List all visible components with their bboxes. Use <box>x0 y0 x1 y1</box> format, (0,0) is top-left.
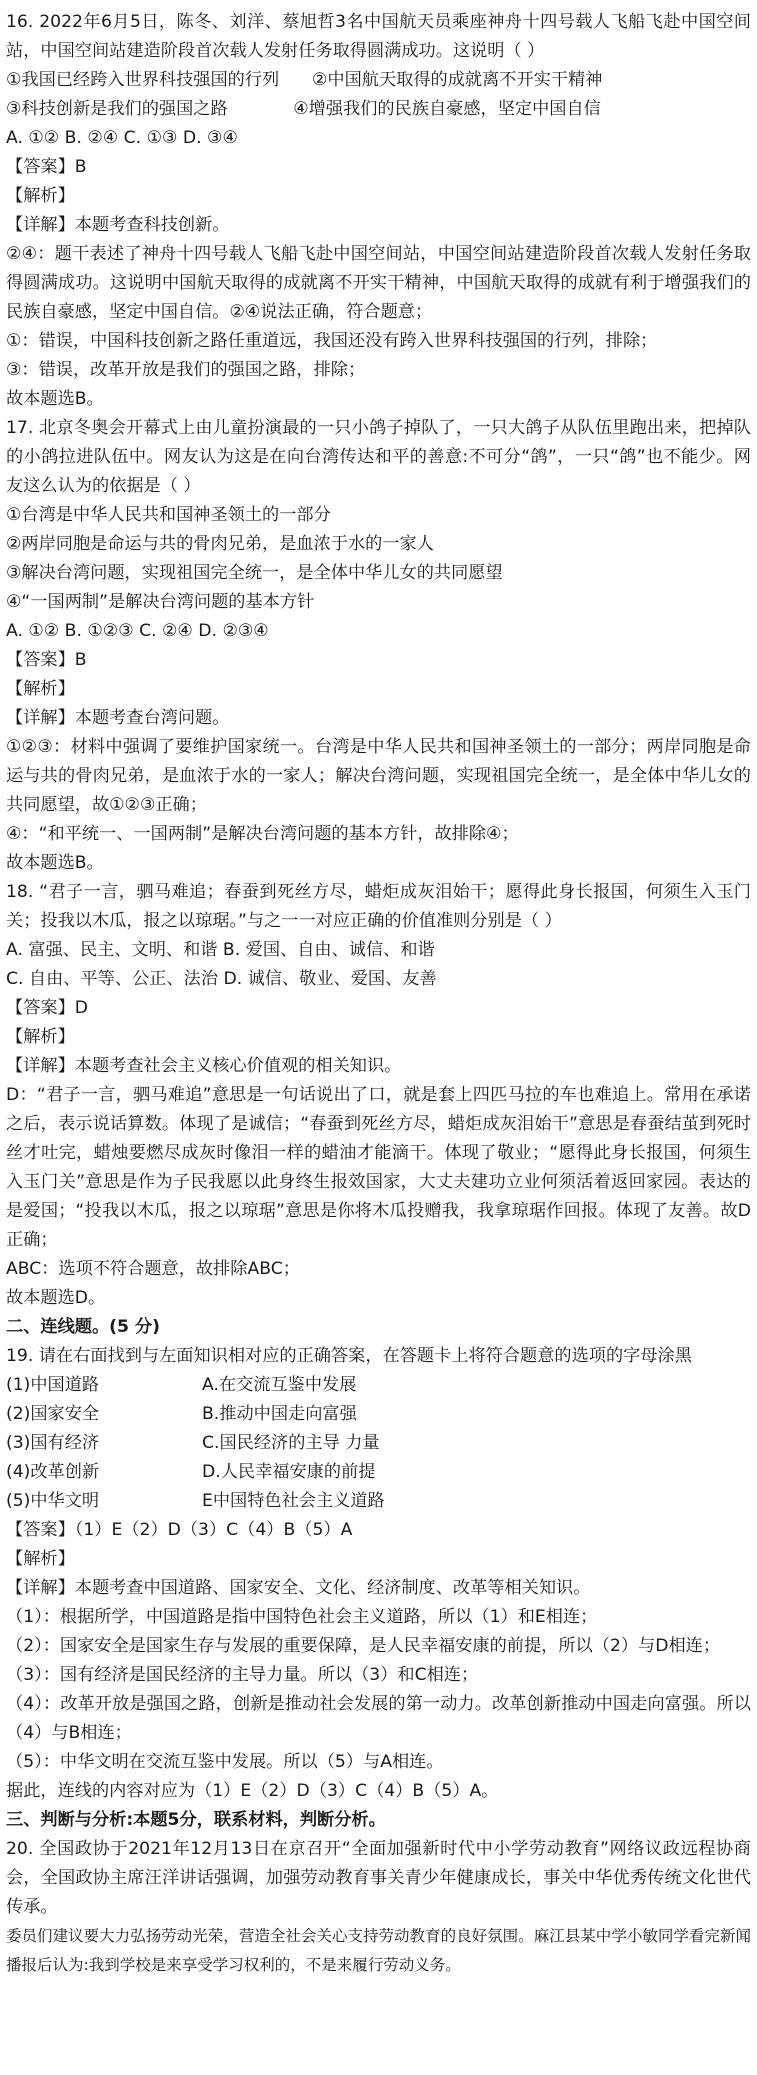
q18-answer: 【答案】D <box>6 998 88 1018</box>
q16-stem: 16. 2022年6月5日，陈冬、刘洋、蔡旭哲3名中国航天员乘座神舟十四号载人飞船飞赴中国空间站，中国空间站建造阶段首次载人发射任务取得圆满成功。这说明（ ） <box>6 12 751 61</box>
q19-left-item: (1)中国道路 <box>6 1375 100 1395</box>
q17-explanation-2: ④：“和平统一、一国两制”是解决台湾问题的基本方针，故排除④； <box>6 824 519 844</box>
q18-choices-1: A. 富强、民主、文明、和谐 B. 爱国、自由、诚信、和谐 <box>6 940 435 960</box>
q19-left-item: (3)国有经济 <box>6 1433 100 1453</box>
q18-explanation-1: D：“君子一言，驷马难追”意思是一句话说出了口，就是套上四匹马拉的车也难追上。常用在承诺之后，表示说话算数。体现了是诚信；“春蚕到死丝方尽，蜡炬成灰泪始干”意思是春蚕结茧到死时丝才吐完，蜡烛要燃尽成灰时像泪一样的蜡油才能滴干。体现了敬业；“愿得此身长报国，何须生入玉门关”意思是作为子民我愿以此身终生报效国家，大丈夫建功立业何须活着返回家园。表达的是爱国；“投我以木瓜，报之以琼琚”意思是你将木瓜投赠我，我拿琼琚作回报。体现了友善。故D正确； <box>6 1085 751 1250</box>
q17-conclusion: 故本题选B。 <box>6 853 104 873</box>
q16-explanation-3: ③：错误，改革开放是我们的强国之路，排除； <box>6 360 366 380</box>
q17-option-3: ③解决台湾问题，实现祖国完全统一，是全体中华儿女的共同愿望 <box>6 563 503 583</box>
q19-conclusion: 据此，连线的内容对应为（1）E（2）D（3）C（4）B（5）A。 <box>6 1781 499 1801</box>
q18-explanation-2: ABC：选项不符合题意，故排除ABC； <box>6 1259 300 1279</box>
q17-stem: 17. 北京冬奥会开幕式上由儿童扮演最的一只小鸽子掉队了，一只大鸽子从队伍里跑出来，把掉队的小鸽拉进队伍中。网友认为这是在向台湾传达和平的善意:不可分“鸽”，一只“鸽”也不能少。网友这么认为的依据是（ ） <box>6 418 751 496</box>
q16-options-1: ①我国已经跨入世界科技强国的行列 ②中国航天取得的成就离不开实干精神 <box>6 70 603 90</box>
section-2-title: 二、连线题。(5 分) <box>6 1317 160 1337</box>
q19-right-item: B.推动中国走向富强 <box>202 1404 357 1424</box>
q19-stem: 19. 请在右面找到与左面知识相对应的正确答案，在答题卡上将符合题意的选项的字母涂黑 <box>6 1346 692 1366</box>
q19-detail: 【详解】本题考查中国道路、国家安全、文化、经济制度、改革等相关知识。 <box>6 1578 591 1598</box>
q19-explanation-5: （5）：中华文明在交流互鉴中发展。所以（5）与A相连。 <box>6 1752 444 1772</box>
q17-choices: A. ①② B. ①②③ C. ②④ D. ②③④ <box>6 621 269 641</box>
q17-option-4: ④“一国两制”是解决台湾问题的基本方针 <box>6 592 315 612</box>
q17-option-1: ①台湾是中华人民共和国神圣领土的一部分 <box>6 505 331 525</box>
q19-right-item: C.国民经济的主导 力量 <box>202 1433 380 1453</box>
q18-detail: 【详解】本题考查社会主义核心价值观的相关知识。 <box>6 1056 402 1076</box>
q19-explanation-4: （4）：改革开放是强国之路，创新是推动社会发展的第一动力。改革创新推动中国走向富强。所以（4）与B相连； <box>6 1694 751 1743</box>
q16-conclusion: 故本题选B。 <box>6 389 104 409</box>
q19-explanation-1: （1）：根据所学，中国道路是指中国特色社会主义道路，所以（1）和E相连； <box>6 1607 598 1627</box>
q19-left-item: (5)中华文明 <box>6 1491 100 1511</box>
q19-answer: 【答案】（1）E（2）D（3）C（4）B（5）A <box>6 1520 353 1540</box>
q19-analysis-tag: 【解析】 <box>6 1549 75 1569</box>
q16-choices: A. ①② B. ②④ C. ①③ D. ③④ <box>6 128 238 148</box>
q18-conclusion: 故本题选D。 <box>6 1288 106 1308</box>
q17-option-2: ②两岸同胞是命运与共的骨肉兄弟，是血浓于水的一家人 <box>6 534 434 554</box>
q20-stem: 20. 全国政协于2021年12月13日在京召开“全面加强新时代中小学劳动教育”网络议政远程协商会，全国政协主席汪洋讲话强调，加强劳动教育事关青少年健康成长，事关中华优秀传统文化世代传承。 <box>6 1839 751 1917</box>
q18-stem: 18. “君子一言，驷马难追；春蚕到死丝方尽，蜡炬成灰泪始干；愿得此身长报国，何须生入玉门关；投我以木瓜，报之以琼琚。”与之一一对应正确的价值准则分别是（ ） <box>6 882 751 931</box>
q18-analysis-tag: 【解析】 <box>6 1027 75 1047</box>
q19-matching-table <box>6 1371 751 1516</box>
q19-right-item: E中国特色社会主义道路 <box>202 1491 385 1511</box>
q20-material: 委员们建议要大力弘扬劳动光荣，营造全社会关心支持劳动教育的良好氛围。麻江县某中学小敏同学看完新闻播报后认为:我到学校是来享受学习权利的，不是来履行劳动义务。 <box>6 1927 751 1974</box>
q19-left-item: (4)改革创新 <box>6 1462 100 1482</box>
q17-analysis-tag: 【解析】 <box>6 679 75 699</box>
q17-detail: 【详解】本题考查台湾问题。 <box>6 708 230 728</box>
q19-right-item: A.在交流互鉴中发展 <box>202 1375 357 1395</box>
q19-left-item: (2)国家安全 <box>6 1404 100 1424</box>
q16-explanation-2: ①：错误，中国科技创新之路任重道远，我国还没有跨入世界科技强国的行列，排除； <box>6 331 658 351</box>
q16-answer: 【答案】B <box>6 157 87 177</box>
q16-detail: 【详解】本题考查科技创新。 <box>6 215 230 235</box>
section-3-title: 三、判断与分析:本题5分，联系材料，判断分析。 <box>6 1810 386 1830</box>
q16-analysis-tag: 【解析】 <box>6 186 75 206</box>
q18-choices-2: C. 自由、平等、公正、法治 D. 诚信、敬业、爱国、友善 <box>6 969 437 989</box>
q19-right-item: D.人民幸福安康的前提 <box>202 1462 376 1482</box>
q17-answer: 【答案】B <box>6 650 87 670</box>
q19-explanation-2: （2）：国家安全是国家生存与发展的重要保障，是人民幸福安康的前提，所以（2）与D相连； <box>6 1636 721 1656</box>
q16-explanation-1: ②④：题干表述了神舟十四号载人飞船飞赴中国空间站，中国空间站建造阶段首次载人发射任务取得圆满成功。这说明中国航天取得的成就离不开实干精神，中国航天取得的成就有利于增强我们的民族自豪感，坚定中国自信。②④说法正确，符合题意； <box>6 244 751 322</box>
q19-explanation-3: （3）：国有经济是国民经济的主导力量。所以（3）和C相连； <box>6 1665 479 1685</box>
q16-options-2: ③科技创新是我们的强国之路 ④增强我们的民族自豪感，坚定中国自信 <box>6 99 601 119</box>
q17-explanation-1: ①②③：材料中强调了要维护国家统一。台湾是中华人民共和国神圣领土的一部分；两岸同胞是命运与共的骨肉兄弟，是血浓于水的一家人；解决台湾问题，实现祖国完全统一，是全体中华儿女的共同愿望，故①②③正确； <box>6 737 751 815</box>
